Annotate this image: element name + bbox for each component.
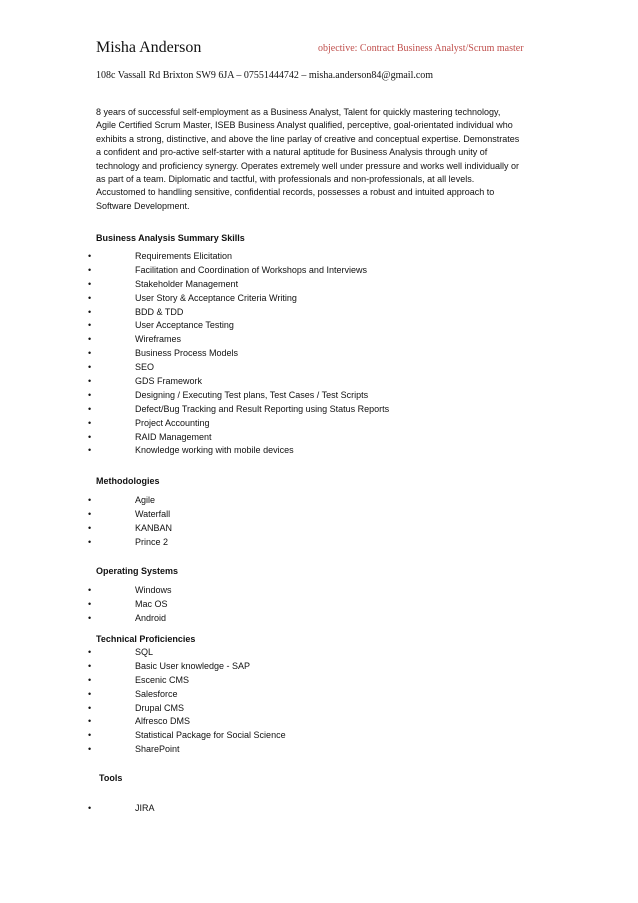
list-item-text: Android: [135, 612, 167, 623]
list-item-text: SQL: [135, 647, 154, 657]
list-item-text: Waterfall: [135, 508, 171, 519]
list-item-text: Mac OS: [135, 598, 168, 609]
bullet-icon: •: [88, 536, 92, 547]
summary-line: exhibits a strong, distinctive, and above the line parlay of creative and conceptual expertise. Demonstrates: [96, 133, 520, 144]
bullet-icon: •: [88, 585, 92, 595]
list-item-text: Facilitation and Coordination of Workshops and Interviews: [135, 264, 367, 275]
list-item-text: JIRA: [135, 803, 155, 813]
list-item-text: BDD & TDD: [135, 306, 184, 317]
list-item-text: SEO: [135, 362, 155, 373]
list-item-text: SharePoint: [135, 744, 180, 755]
list-item-text: Basic User knowledge - SAP: [135, 660, 251, 671]
bullet-icon: •: [88, 389, 92, 400]
list-item-text: Knowledge working with mobile devices: [135, 445, 294, 456]
summary-line: 8 years of successful self-employment as a Business Analyst, Talent for quickly mastering technology,: [96, 107, 501, 117]
list-item-text: Escenic CMS: [135, 674, 190, 685]
profile-summary: [96, 106, 546, 213]
bullet-icon: •: [88, 508, 92, 519]
bullet-icon: •: [88, 292, 92, 303]
list-item-text: Requirements Elicitation: [135, 251, 233, 261]
section-heading-ba-skills: Business Analysis Summary Skills: [96, 233, 245, 243]
list-item-text: KANBAN: [135, 522, 173, 533]
bullet-icon: •: [88, 431, 92, 442]
bullet-icon: •: [88, 264, 92, 275]
list-item-text: Drupal CMS: [135, 702, 185, 713]
list-item-text: GDS Framework: [135, 376, 203, 387]
bullet-icon: •: [88, 744, 92, 755]
bullet-icon: •: [88, 348, 92, 359]
bullet-icon: •: [88, 495, 92, 505]
summary-line: technology and proficiency synergy. Operates extremely well under pressure and works well individually or: [96, 160, 520, 171]
list-item-text: RAID Management: [135, 431, 212, 442]
list-item-text: User Story & Acceptance Criteria Writing: [135, 292, 297, 303]
bullet-icon: •: [88, 362, 92, 373]
section-heading-technical: Technical Proficiencies: [96, 634, 196, 644]
list-item-text: Prince 2: [135, 536, 169, 547]
bullet-icon: •: [88, 674, 92, 685]
list-item-text: Business Process Models: [135, 348, 239, 359]
list-item-text: Statistical Package for Social Science: [135, 730, 286, 741]
bullet-icon: •: [88, 522, 92, 533]
list-item-text: Defect/Bug Tracking and Result Reporting using Status Reports: [135, 403, 390, 414]
list-item-text: Windows: [135, 585, 172, 595]
bullet-icon: •: [88, 417, 92, 428]
bullet-icon: •: [88, 612, 92, 623]
list-item-text: Designing / Executing Test plans, Test Cases / Test Scripts: [135, 389, 369, 400]
list-item-text: Stakeholder Management: [135, 278, 239, 289]
bullet-icon: •: [88, 445, 92, 456]
bullet-icon: •: [88, 716, 92, 727]
contact-line: 108c Vassall Rd Brixton SW9 6JA – 07551444742 – misha.anderson84@gmail.com: [96, 70, 434, 81]
section-heading-tools: Tools: [99, 773, 123, 783]
summary-line: Software Development.: [96, 200, 190, 211]
list-item-text: Alfresco DMS: [135, 716, 191, 727]
objective-line: objective: Contract Business Analyst/Scrum master: [318, 43, 524, 54]
bullet-icon: •: [88, 647, 92, 657]
bullet-icon: •: [88, 334, 92, 345]
candidate-name: Misha Anderson: [96, 39, 202, 56]
summary-line: Agile Certified Scrum Master, ISEB Business Analyst qualified, perceptive, goal-orientated individual who: [96, 120, 513, 131]
bullet-icon: •: [88, 403, 92, 414]
bullet-icon: •: [88, 730, 92, 741]
list-item-text: Project Accounting: [135, 417, 210, 428]
summary-line: Accustomed to handling sensitive, confidential records, possesses a robust and intuited approach to: [96, 187, 495, 198]
list-item-text: Salesforce: [135, 688, 178, 699]
bullet-icon: •: [88, 688, 92, 699]
bullet-icon: •: [88, 660, 92, 671]
bullet-icon: •: [88, 376, 92, 387]
bullet-icon: •: [88, 320, 92, 331]
section-heading-methodologies: Methodologies: [96, 476, 160, 486]
bullet-icon: •: [88, 278, 92, 289]
summary-line: as part of a team. Diplomatic and tactful, with professionals and non-professionals, at all levels.: [96, 174, 475, 185]
list-item-text: Agile: [135, 495, 156, 505]
bullet-icon: •: [88, 803, 92, 813]
bullet-icon: •: [88, 598, 92, 609]
bullet-icon: •: [88, 251, 92, 261]
summary-line: a confident and pro-active self-starter with a natural aptitude for Business Analysis through unity of: [96, 147, 488, 158]
section-heading-operating-systems: Operating Systems: [96, 566, 179, 576]
list-item-text: Wireframes: [135, 334, 182, 345]
bullet-icon: •: [88, 306, 92, 317]
bullet-icon: •: [88, 702, 92, 713]
list-item-text: User Acceptance Testing: [135, 320, 234, 331]
